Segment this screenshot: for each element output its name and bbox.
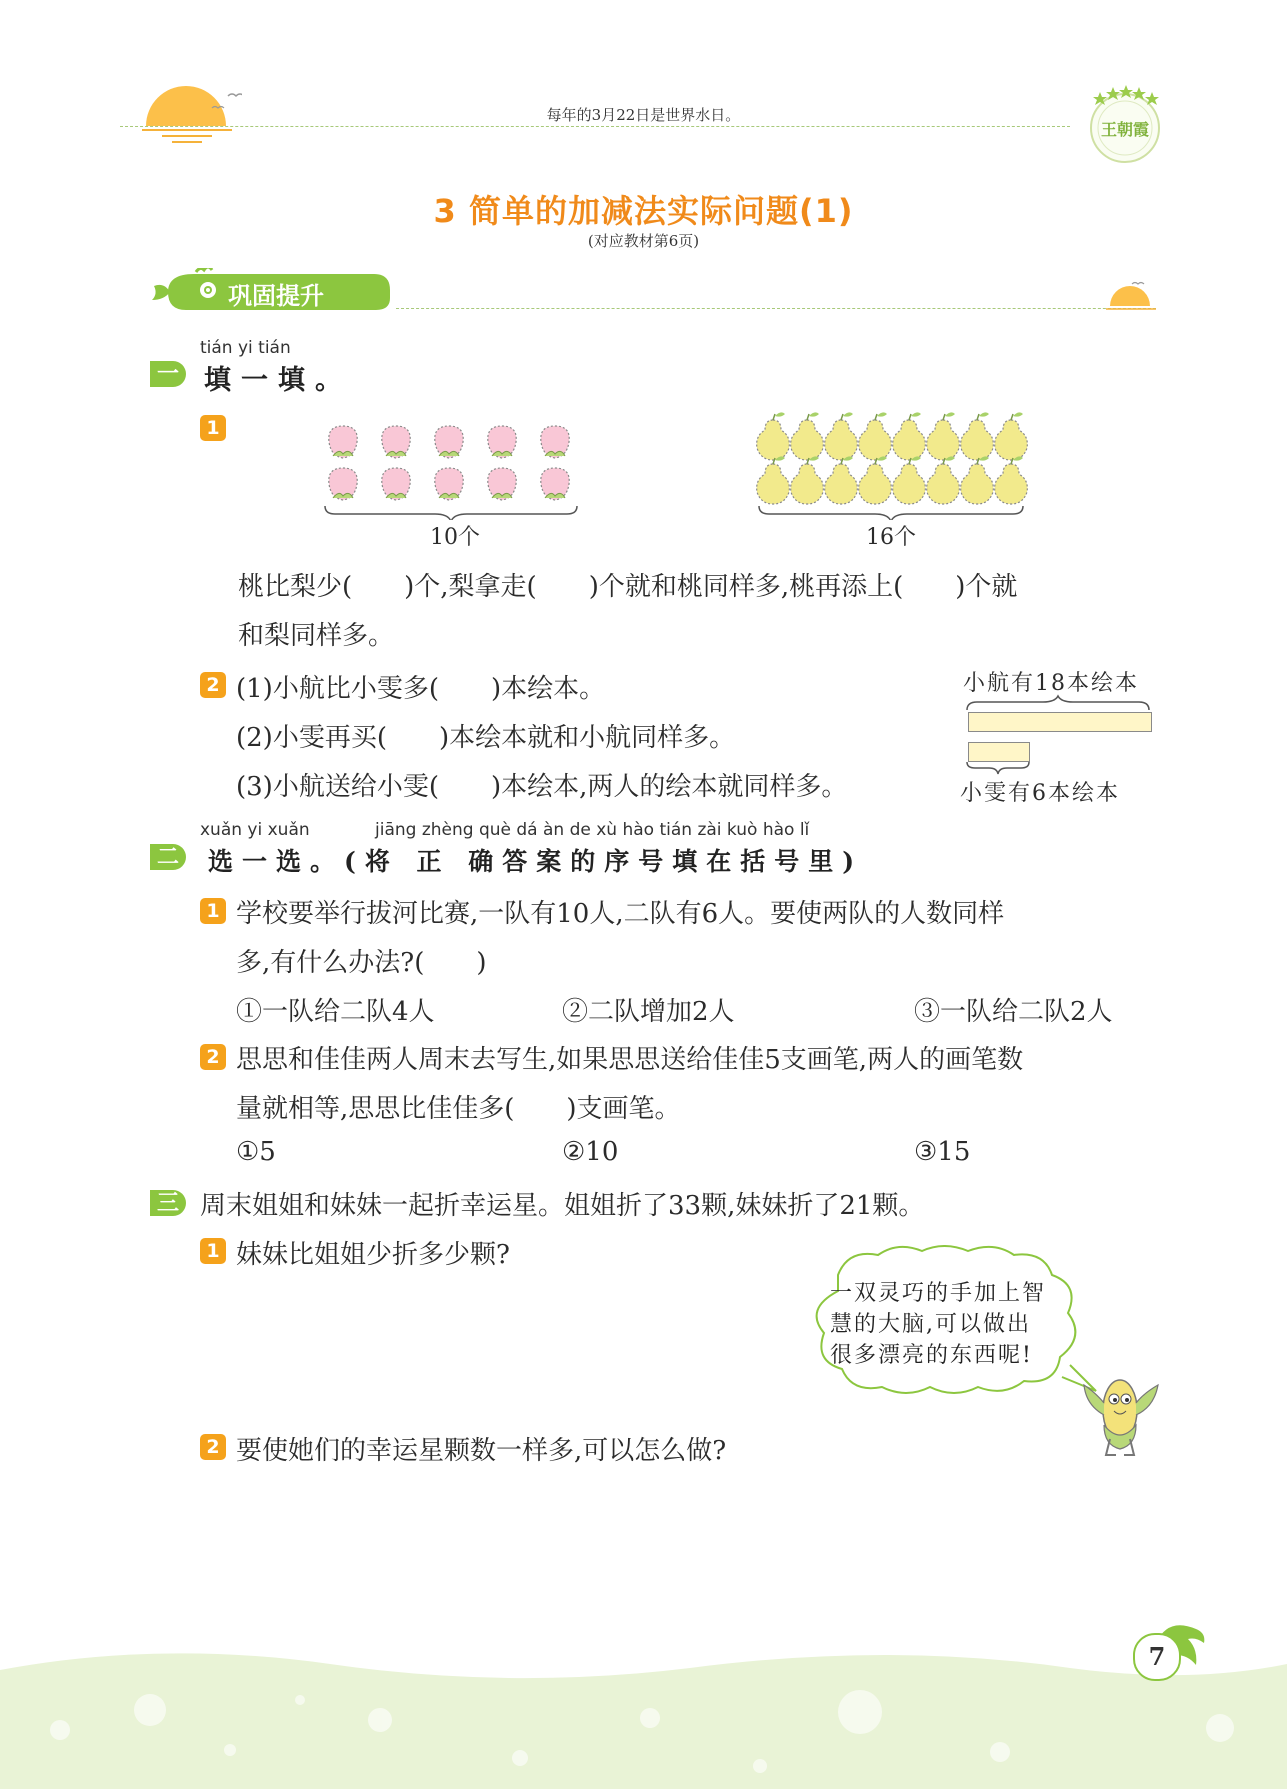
footer-wave-decoration [0,1640,1287,1789]
svg-text:王朝霞: 王朝霞 [1100,120,1150,139]
corn-mascot-icon [1080,1355,1160,1460]
peach-icon [488,426,516,458]
pear-icon [859,456,892,504]
s2-q1-line1: 学校要举行拔河比赛,一队有10人,二队有6人。要使两队的人数同样 [236,899,1005,929]
bar-diagram-bottom-label: 小雯有6本绘本 [960,781,1120,806]
s3-q2-text: 要使她们的幸运星颗数一样多,可以怎么做? [236,1436,727,1466]
s2-q1-line2: 多,有什么办法?( ) [236,948,487,978]
s1-q2-part3: (3)小航送给小雯( )本绘本,两人的绘本就同样多。 [236,772,848,802]
peach-icon [382,468,410,500]
bar-xiaowen [968,742,1030,762]
pear-count-label: 16个 [866,525,916,550]
bubble-line-1: 一双灵巧的手加上智 [830,1281,1047,1306]
section2-pinyin-b: jiāng zhèng què dá àn de xù hào tián zài kuò hào lǐ [375,820,810,840]
section2-heading: 选一选。(将 正 确答案的序号填在括号里) [208,847,864,876]
section1-pinyin: tián yi tián [200,338,291,358]
pear-icon [893,412,926,460]
s2-q1-option2: ②二队增加2人 [562,997,735,1027]
banner-title: 巩固提升 [228,282,324,310]
pear-icon [927,412,960,460]
pear-icon [757,412,790,460]
s1-q2-part2: (2)小雯再买( )本绘本就和小航同样多。 [236,723,736,753]
bar-xiaohang [968,712,1152,732]
s3-q2-number: 2 [200,1434,226,1460]
section1-badge: 一 [150,361,186,387]
s3-q1-number: 1 [200,1238,226,1264]
page-title: 3 简单的加减法实际问题(1) [433,192,854,230]
peach-icon [329,468,357,500]
s2-q2-line2: 量就相等,思思比佳佳多( )支画笔。 [236,1094,681,1124]
peach-icon [435,468,463,500]
bubble-line-3: 很多漂亮的东西呢! [830,1343,1033,1368]
pear-icon [757,456,790,504]
section1-heading: 填一填。 [204,365,352,396]
s1-q1-line1: 桃比梨少( )个,梨拿走( )个就和桃同样多,桃再添上( )个就 [238,572,1018,602]
peach-group-illustration [315,420,605,520]
s2-q2-number: 2 [200,1044,226,1070]
peach-icon [435,426,463,458]
s1-q2-number: 2 [200,672,226,698]
peach-icon [382,426,410,458]
banner-divider [396,308,1156,309]
pear-icon [791,412,824,460]
section3-badge: 三 [150,1190,186,1216]
speech-bubble-text [830,1278,1080,1371]
sun-small-icon [1106,280,1156,316]
bubble-line-2: 慧的大脑,可以做出 [830,1312,1031,1337]
s2-q2-option2: ②10 [562,1137,619,1167]
peach-count-label: 10个 [430,525,480,550]
page-subtitle: (对应教材第6页) [587,232,700,250]
pear-icon [995,456,1028,504]
peach-icon [541,426,569,458]
peach-icon [488,468,516,500]
brace-icon [962,694,1154,712]
publisher-logo [1080,78,1170,172]
s2-q2-line1: 思思和佳佳两人周末去写生,如果思思送给佳佳5支画笔,两人的画笔数 [236,1045,1024,1075]
s1-q2-part1: (1)小航比小雯多( )本绘本。 [236,674,606,704]
s2-q2-option1: ①5 [236,1137,276,1167]
bar-diagram-top-label: 小航有18本绘本 [963,671,1139,696]
pear-icon [791,456,824,504]
s2-q1-number: 1 [200,898,226,924]
s2-q2-option3: ③15 [914,1137,971,1167]
section2-badge: 二 [150,844,186,870]
brace-bottom-icon [962,760,1034,776]
pear-icon [961,412,994,460]
section2-pinyin-a: xuǎn yi xuǎn [200,820,310,840]
pear-group-illustration [755,410,1035,520]
peach-icon [541,468,569,500]
pear-icon [927,456,960,504]
section3-intro: 周末姐姐和妹妹一起折幸运星。姐姐折了33颗,妹妹折了21颗。 [200,1191,925,1221]
s1-q1-number: 1 [200,415,226,441]
pear-icon [961,456,994,504]
header-note: 每年的3月22日是世界水日。 [546,106,741,124]
pear-icon [893,456,926,504]
page-number: 7 [1133,1633,1181,1681]
pear-icon [859,412,892,460]
pear-icon [825,412,858,460]
s1-q1-line2: 和梨同样多。 [238,621,395,651]
pear-icon [995,412,1028,460]
s3-q1-text: 妹妹比姐姐少折多少颗? [236,1240,510,1270]
pear-icon [825,456,858,504]
peach-icon [329,426,357,458]
s2-q1-option1: ①一队给二队4人 [236,997,435,1027]
s2-q1-option3: ③一队给二队2人 [914,997,1113,1027]
header-divider [120,126,1070,127]
